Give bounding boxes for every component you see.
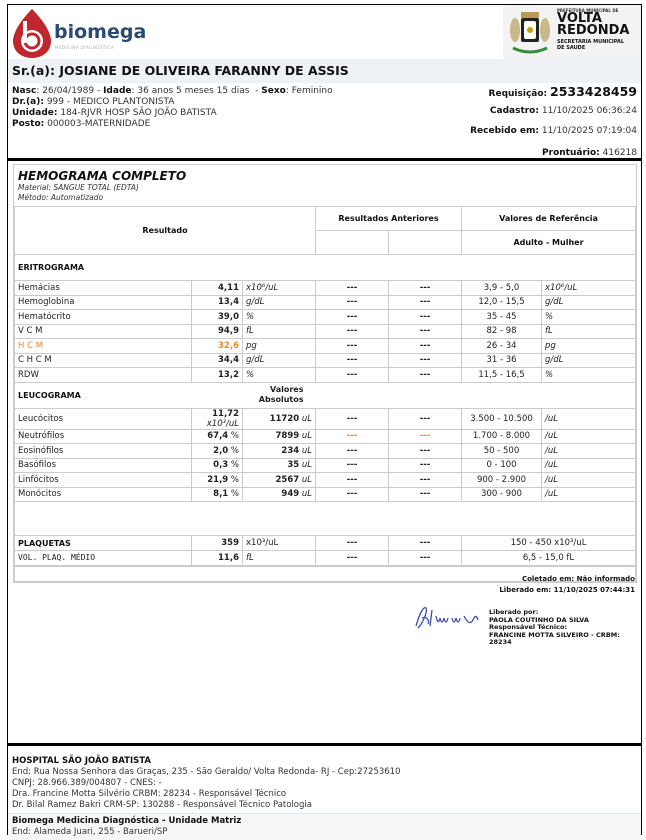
report-header	[8, 5, 641, 59]
patient-name-bar	[8, 59, 641, 83]
table-row-vcm: V C M 94,9 fL --- --- 82 - 98 fL	[15, 324, 636, 339]
section-eritrograma: ERITROGRAMA	[15, 255, 636, 281]
city-logo-line3: SECRETARIA MUNICIPAL	[557, 39, 625, 45]
col-anteriores: Resultados Anteriores	[316, 207, 462, 231]
exam-material: Material: SANGUE TOTAL (EDTA)	[18, 183, 139, 192]
patient-doctor: Dr.(a): 999 - MEDICO PLANTONISTA	[12, 97, 175, 107]
col-ref-sub: Adulto - Mulher	[462, 231, 636, 255]
table-row-vpm: VOL. PLAQ. MÉDIO 11,6 fL --- --- 6,5 - 15,0 fL	[15, 551, 636, 566]
city-coat-of-arms-icon	[507, 6, 553, 58]
table-row-neutrofilos: Neutrófilos 67,4 % 7899 uL --- --- 1.700 - 8.000 /uL	[15, 429, 636, 444]
patient-name: Sr.(a): JOSIANE DE OLIVEIRA FARANNY DE ASSIS	[12, 63, 349, 78]
patient-info	[12, 86, 333, 130]
table-row-hematocrito: Hematócrito 39,0 % --- --- 35 - 45 %	[15, 310, 636, 325]
patient-post: Posto: 000003-MATERNIDADE	[12, 119, 151, 129]
header-divider	[8, 158, 641, 161]
table-row-hemoglobina: Hemoglobina 13,4 g/dL --- --- 12,0 - 15,5 g/dL	[15, 295, 636, 310]
request-number: Requisição: 2533428459	[488, 84, 637, 99]
table-row-basofilos: Basófilos 0,3 % 35 uL --- --- 0 - 100 /uL	[15, 458, 636, 473]
table-row-rdw: RDW 13,2 % --- --- 11,5 - 16,5 %	[15, 368, 636, 383]
released-date: Liberado em: 11/10/2025 07:44:31	[499, 586, 635, 594]
city-logo-line2: REDONDA	[557, 23, 630, 38]
table-row-chcm: C H C M 34,4 g/dL --- --- 31 - 36 g/dL	[15, 353, 636, 368]
exam-method: Método: Automatizado	[18, 193, 104, 202]
hospital-footer: HOSPITAL SÃO JOÃO BATISTA End: Rua Nossa Senhora das Graças, 235 - São Geraldo/ Volta Redonda- RJ - Cep:27253610 CNPJ: 28.966.389/004807 - CNES: - Dra. Francine Motta Silvério CRBM: 28234 - Responsável Técnico Dr. Bilal Ramez Bakri CRM-SP: 130288 - Responsável Técnico Patologia	[12, 756, 401, 810]
table-row-monocitos: Monócitos 8,1 % 949 uL --- --- 300 - 900 /uL	[15, 487, 636, 502]
col-referencia: Valores de Referência	[462, 207, 636, 231]
exam-title: HEMOGRAMA COMPLETO	[18, 169, 187, 183]
lab-matriz-footer: Biomega Medicina Diagnóstica - Unidade Matriz End: Alameda Juari, 255 - Barueri/SP	[8, 813, 641, 840]
received-date: Recebido em: 11/10/2025 07:19:04	[470, 126, 637, 136]
table-row-linfocitos: Linfócitos 21,9 % 2567 uL --- --- 900 - 2.900 /uL	[15, 473, 636, 488]
release-signatory: Liberado por: PAOLA COUTINHO DA SILVA Responsável Técnico: FRANCINE MOTTA SILVEIRO - CRBM: 28234	[489, 608, 620, 646]
register-date: Cadastro: 11/10/2025 06:36:24	[489, 106, 637, 116]
table-row-hemacias: Hemácias 4,11 x10⁶/uL --- --- 3,9 - 5,0 x10⁶/uL	[15, 281, 636, 296]
city-logo-line1: VOLTA	[557, 11, 602, 26]
city-logo-top: PREFEITURA MUNICIPAL DE	[557, 8, 619, 13]
results-table	[14, 206, 636, 582]
biomega-logo	[10, 7, 147, 59]
city-logo-line4: DE SAUDE	[557, 45, 586, 51]
patient-unit: Unidade: 184-RJVR HOSP SÃO JOÃO BATISTA	[12, 108, 217, 118]
spacer-row	[15, 502, 636, 536]
patient-demographics: Nasc: 26/04/1989 - Idade: 36 anos 5 meses 15 dias - Sexo: Feminino	[12, 86, 333, 96]
lab-report-page	[7, 4, 642, 835]
signature-icon	[412, 602, 486, 632]
biomega-wordmark: biomega	[54, 21, 147, 43]
record-number: Prontuário: 416218	[542, 148, 637, 158]
biomega-subtitle: MEDICINA DIAGNÓSTICA	[55, 45, 115, 50]
section-leucograma: LEUCOGRAMA Valores Absolutos	[15, 382, 636, 408]
table-row-leucocitos: Leucócitos 11,72 x10³/uL 11720 uL --- --- 3.500 - 10.500 /uL	[15, 408, 636, 429]
footer-divider	[8, 743, 641, 746]
exam-block	[13, 164, 637, 583]
col-resultado: Resultado	[15, 207, 316, 255]
volta-redonda-logo	[503, 5, 641, 59]
table-row-eosinofilos: Eosinófilos 2,0 % 234 uL --- --- 50 - 500 /uL	[15, 444, 636, 459]
table-row-plaquetas: PLAQUETAS 359 x10³/uL --- --- 150 - 450 x10³/uL	[15, 536, 636, 551]
table-row-hcm: H C M 32,6 pg --- --- 26 - 34 pg	[15, 339, 636, 354]
collected-date: Coletado em: Não informado	[521, 575, 635, 583]
